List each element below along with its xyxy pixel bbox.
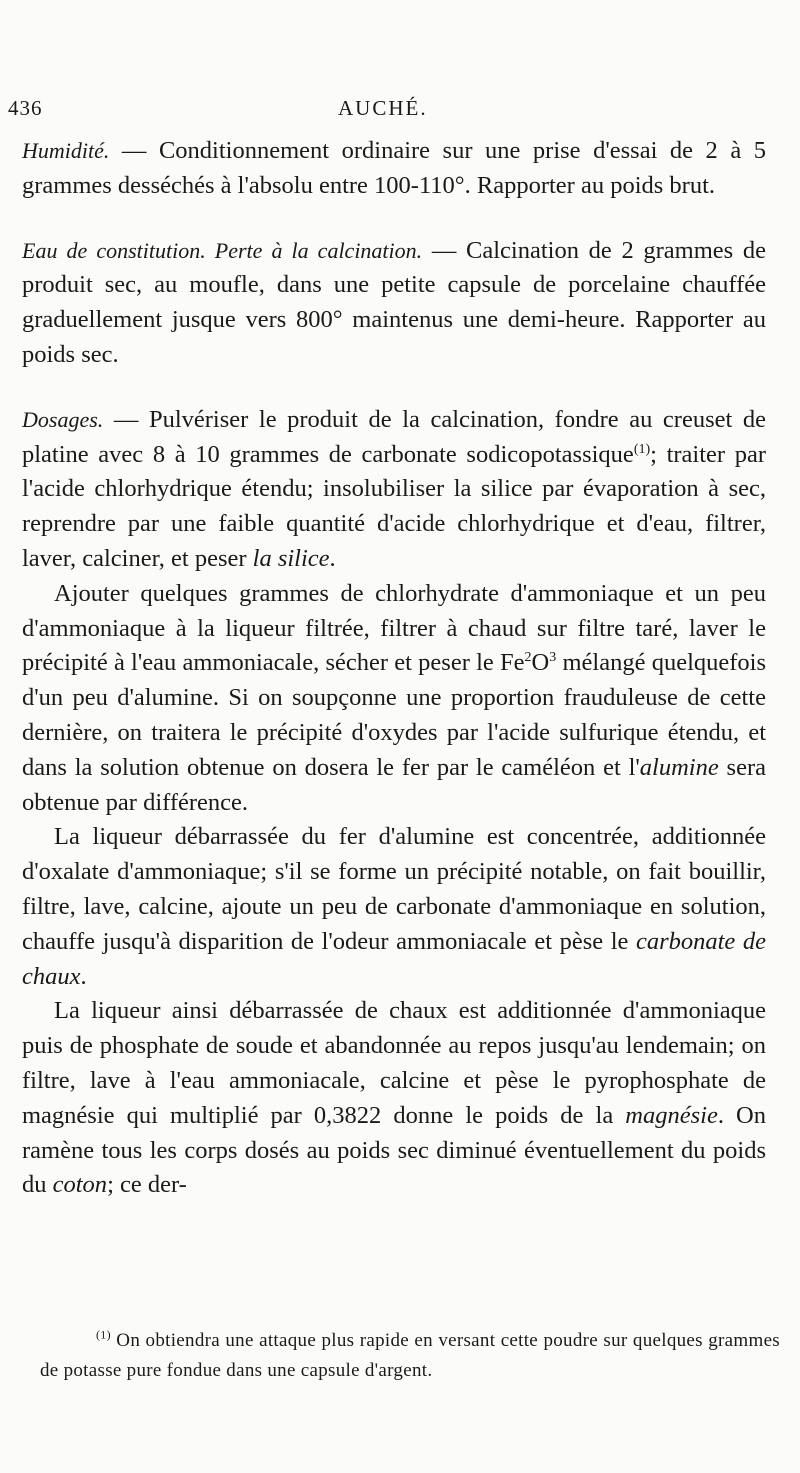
paragraph-ajouter: [22, 577, 766, 821]
footnote-text: On obtiendra une attaque plus rapide en versant cette poudre sur quelques grammes de potasse pure fondue dans une capsule d'argent.: [40, 1330, 780, 1381]
footnote-paragraph: [40, 1326, 780, 1386]
paragraph-text: ; traiter par l'acide chlorhydrique étendu; insolubiliser la silice par évaporation à sec, reprendre par une faible quantité d'acide chlorhydrique et d'eau, filtrer, laver, calciner, et peser: [22, 440, 766, 572]
emphasis-term: carbonate de chaux: [22, 927, 767, 990]
paragraph-dosages: [22, 403, 766, 577]
emphasis-term: alumine: [639, 753, 719, 781]
paragraph-liqueur-fer: [22, 820, 766, 994]
paragraph-text: — Pulvériser le produit de la calcination, fondre au creuset de platine avec 8 à 10 grammes de carbonate sodicopotassique: [22, 405, 766, 468]
footnote: [40, 1326, 780, 1386]
body-text: [22, 134, 766, 1203]
paragraph-eau-de-constitution: [22, 234, 766, 373]
formula-superscript: 3: [549, 650, 557, 666]
paragraph-text: — Conditionnement ordinaire sur une prise d'essai de 2 à 5 grammes desséchés à l'absolu entre 100-110°. Rapporter au poids brut.: [22, 137, 766, 199]
formula-symbol: O: [531, 649, 550, 677]
formula-superscript: 2: [524, 650, 532, 666]
paragraph-humidite: [22, 134, 766, 204]
paragraph-text: — Calcination de 2 grammes de produit sec, au moufle, dans une petite capsule de porcelaine chauffée graduellement jusque vers 800° maintenus une demi-heure. Rapporter au poids sec.: [22, 236, 767, 368]
paragraph-text: sera obtenue par différence.: [22, 753, 766, 816]
emphasis-term: la silice: [252, 544, 330, 572]
footnote-mark: (1): [96, 1327, 111, 1342]
paragraph-lead: Humidité.: [22, 138, 110, 163]
emphasis-term: magnésie: [625, 1101, 718, 1129]
paragraph-text: La liqueur débarrassée du fer d'alumine est concentrée, additionnée d'oxalate d'ammoniaque; s'il se forme un précipité notable, on fait bouillir, filtre, lave, calcine, ajoute un peu de carbonate d'ammoniaque en solution, chauffe jusqu'à disparition de l'odeur ammoniacale et pèse le: [22, 823, 766, 955]
footnote-reference: (1): [633, 441, 651, 457]
running-title: AUCHÉ.: [338, 96, 428, 120]
paragraph-text: mélangé quelquefois d'un peu d'alumine. Si on soupçonne une proportion frauduleuse de cette dernière, on traitera le précipité d'oxydes par l'acide sulfurique étendu, et dans la solution obtenue on dosera le fer par le caméléon et l': [22, 649, 766, 781]
paragraph-text: ; ce der-: [107, 1171, 187, 1199]
paragraph-text: . On ramène tous les corps dosés au poids sec diminué éventuellement du poids du: [22, 1101, 767, 1199]
paragraph-liqueur-chaux: [22, 994, 766, 1203]
paragraph-text: Ajouter quelques grammes de chlorhydrate d'ammoniaque et un peu d'ammoniaque à la liqueur filtrée, filtrer à chaud sur filtre taré, laver le précipité à l'eau ammoniacale, sécher et peser le Fe: [22, 579, 766, 677]
paragraph-text: .: [329, 544, 336, 572]
paragraph-lead: Dosages.: [22, 406, 104, 432]
page-number: 436: [8, 96, 43, 120]
paragraph-text: .: [80, 962, 87, 990]
paragraph-lead: Eau de constitution. Perte à la calcination.: [22, 237, 423, 263]
paragraph-text: La liqueur ainsi débarrassée de chaux est additionnée d'ammoniaque puis de phosphate de soude et abandonnée au repos jusqu'au lendemain; on filtre, lave à l'eau ammoniacale, calcine et pèse le pyrophosphate de magnésie qui multiplié par 0,3822 donne le poids de la: [22, 997, 766, 1129]
running-head: [8, 96, 788, 126]
emphasis-term: coton: [52, 1171, 108, 1199]
